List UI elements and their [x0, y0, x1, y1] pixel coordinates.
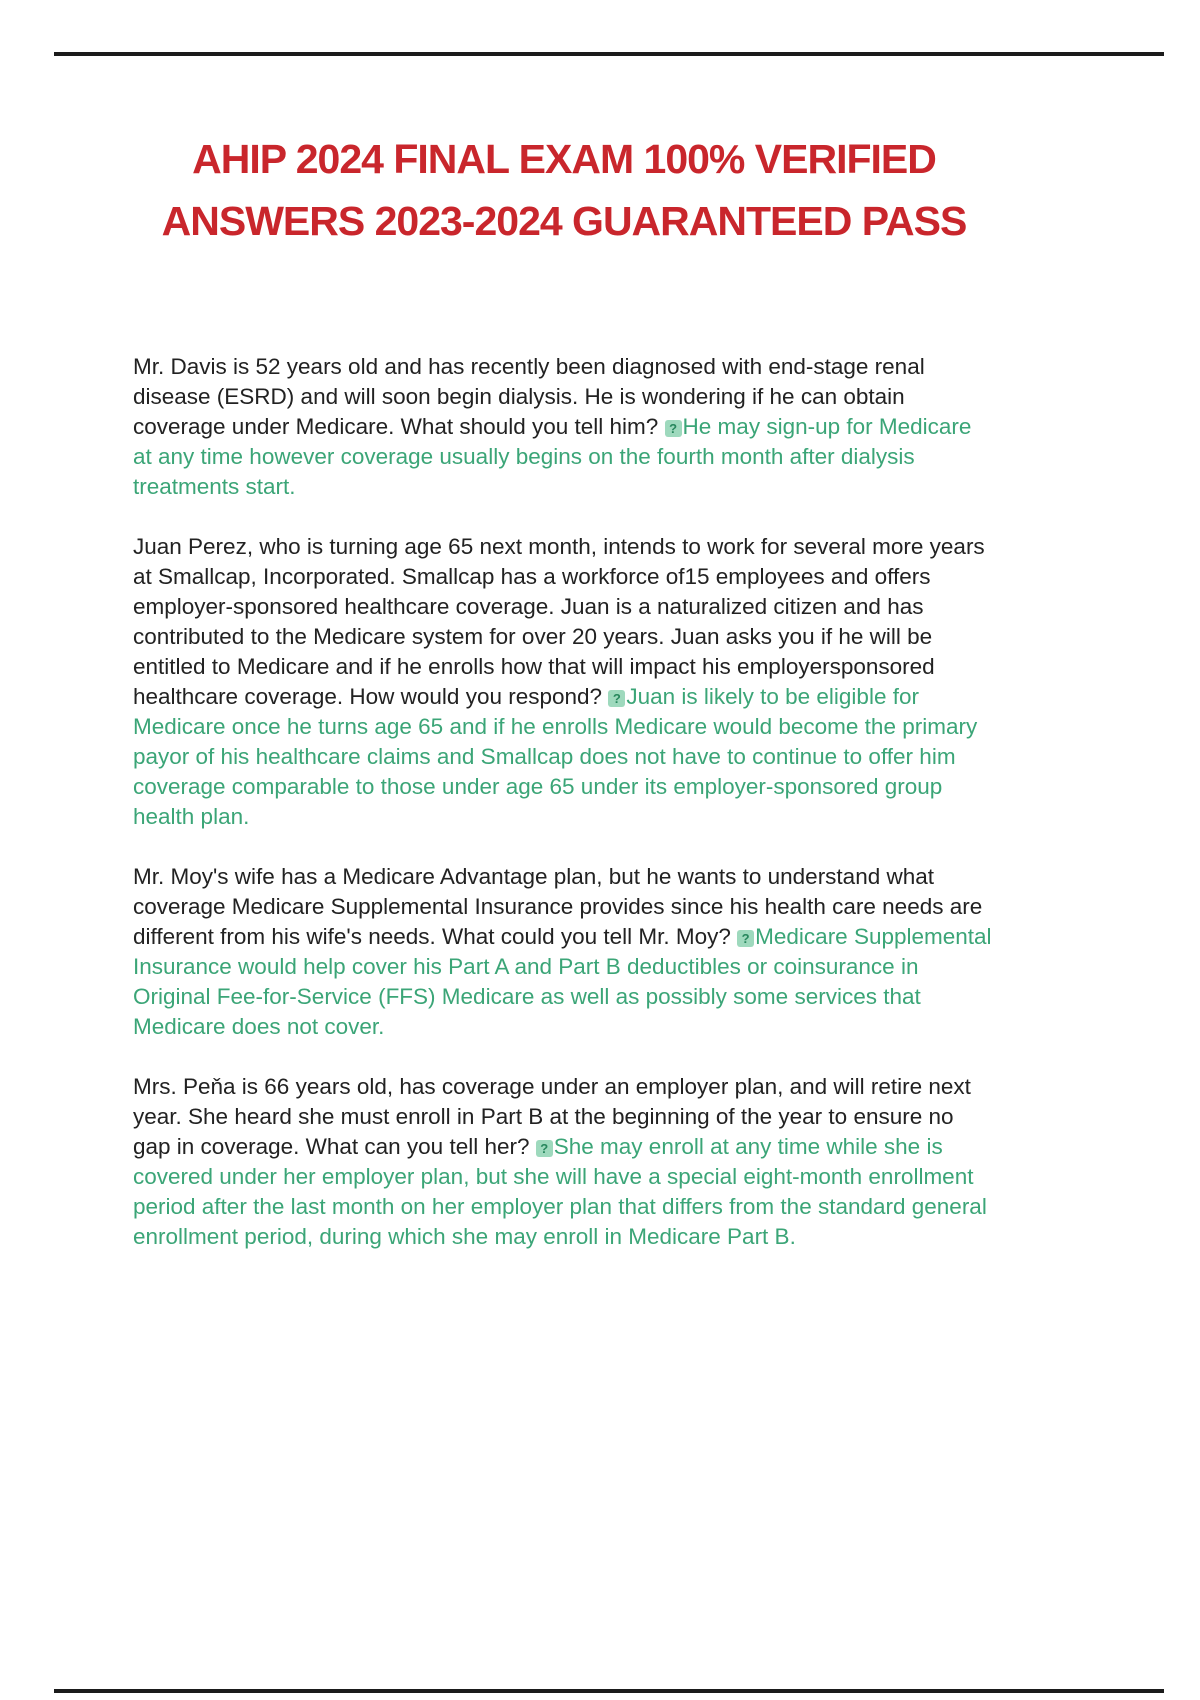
question-text: Mr. Davis is 52 years old and has recently been diagnosed with end-stage renal disease (ESRD) and will soon begin dialysis. He is wondering if he can obtain coverage under Medicare. What should you tell him?: [133, 354, 925, 439]
unknown-char-icon: ?: [536, 1140, 553, 1157]
answer-text: She may enroll at any time while she is covered under her employer plan, but she will have a special eight-month enrollment period after the last month on her employer plan that differs from the standard general enrollment period, during which she may enroll in Medicare Part B.: [133, 1134, 987, 1249]
qa-paragraph: [133, 352, 995, 502]
qa-paragraph: [133, 1072, 995, 1252]
top-rule: [54, 52, 1164, 56]
answer-text: Juan is likely to be eligible for Medicare once he turns age 65 and if he enrolls Medicare would become the primary payor of his healthcare claims and Smallcap does not have to continue to offer him coverage comparable to those under age 65 under its employer-sponsored group health plan.: [133, 684, 978, 829]
answer-text: He may sign-up for Medicare at any time however coverage usually begins on the fourth month after dialysis treatments start.: [133, 414, 972, 499]
unknown-char-icon: ?: [665, 420, 682, 437]
document-body: [133, 352, 995, 1282]
page-title-line2: ANSWERS 2023-2024 GUARANTEED PASS: [161, 198, 967, 244]
bottom-rule: [54, 1689, 1164, 1693]
qa-paragraph: [133, 862, 995, 1042]
question-text: Mrs. Peňa is 66 years old, has coverage under an employer plan, and will retire next year. She heard she must enroll in Part B at the beginning of the year to ensure no gap in coverage. What can you tell her?: [133, 1074, 971, 1159]
unknown-char-icon: ?: [608, 690, 625, 707]
question-text: Mr. Moy's wife has a Medicare Advantage plan, but he wants to understand what coverage Medicare Supplemental Insurance provides since his health care needs are different from his wife's needs. What could you tell Mr. Moy?: [133, 864, 983, 949]
page-title: [133, 128, 995, 252]
answer-text: Medicare Supplemental Insurance would help cover his Part A and Part B deductibles or coinsurance in Original Fee-for-Service (FFS) Medicare as well as possibly some services that Medicare does not cover.: [133, 924, 992, 1039]
unknown-char-icon: ?: [737, 930, 754, 947]
qa-paragraph: [133, 532, 995, 832]
page-title-line1: AHIP 2024 FINAL EXAM 100% VERIFIED: [192, 136, 936, 182]
question-text: Juan Perez, who is turning age 65 next month, intends to work for several more years at Smallcap, Incorporated. Smallcap has a workforce of15 employees and offers employer-sponsored healthcare coverage. Juan is a naturalized citizen and has contributed to the Medicare system for over 20 years. Juan asks you if he will be entitled to Medicare and if he enrolls how that will impact his employersponsored healthcare coverage. How would you respond?: [133, 534, 985, 709]
